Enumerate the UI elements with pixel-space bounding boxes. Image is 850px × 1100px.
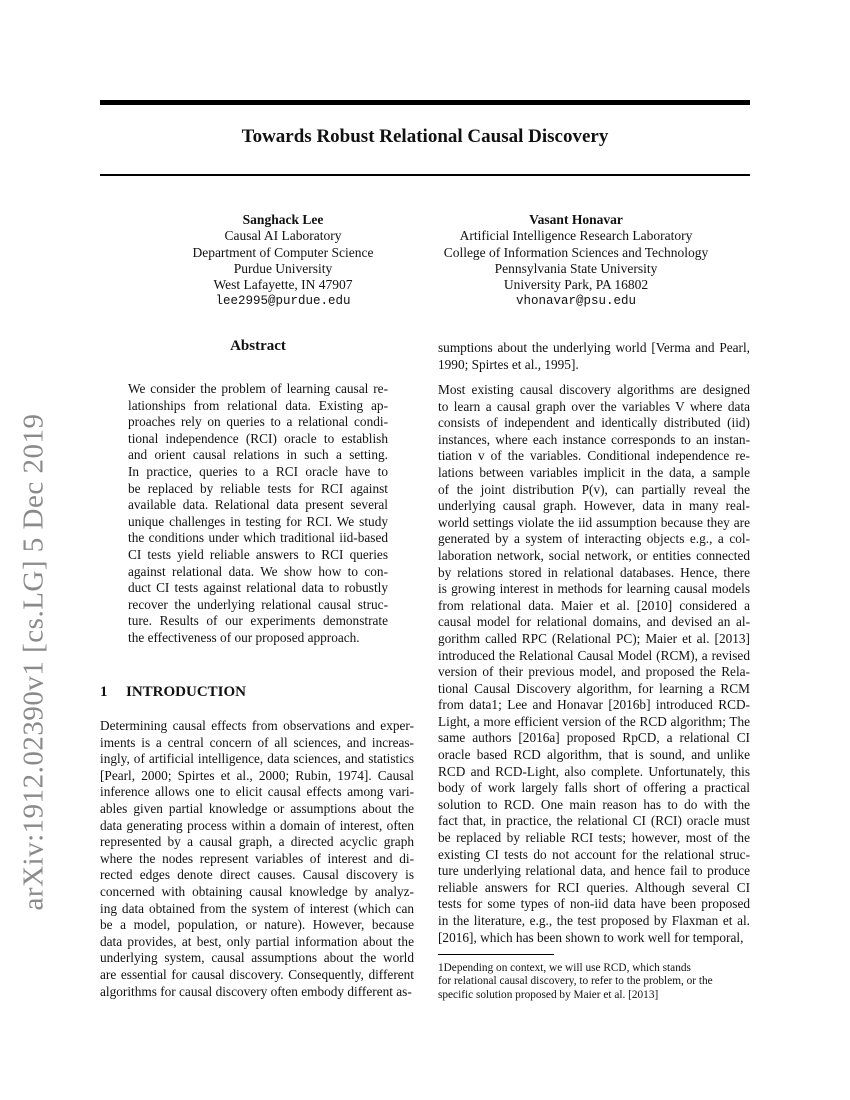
- author-email: lee2995@purdue.edu: [215, 294, 351, 309]
- text-line: represented by a causal graph, a directed acyclic graph: [100, 834, 414, 850]
- text-line: oracle based RCD algorithm, that is sound, and unlike: [438, 747, 750, 763]
- text-line: lationships from relational data. Existing ap-: [128, 397, 388, 413]
- text-line: In practice, queries to a RCI oracle have to: [128, 463, 388, 479]
- text-line: instances, where each instance corresponds to an instan-: [438, 431, 750, 447]
- text-line: fact that, in practice, the relational CI (RCI) oracle must: [438, 813, 750, 829]
- text-line: lations between variables implicit in the data, a sample: [438, 464, 750, 480]
- text-line: are essential for causal discovery. Consequently, different: [100, 966, 414, 982]
- text-line: sumptions about the underlying world [Verma and Pearl,: [438, 340, 750, 355]
- author-affiliation: Department of Computer Science: [192, 244, 374, 260]
- footnote: [438, 962, 750, 1002]
- author-affiliation: College of Information Sciences and Technology: [443, 244, 709, 260]
- text-line: same authors [2016a] proposed RpCD, a relational CI: [438, 730, 750, 746]
- text-line: Determining causal effects from observations and exper-: [100, 718, 414, 733]
- text-line: tional Causal Discovery algorithm, for learning a RCM: [438, 680, 750, 696]
- text-line: introduced the Relational Causal Model (RCM), a revised: [438, 647, 750, 663]
- text-line: ture. Results of our experiments demonstrate: [128, 613, 388, 629]
- text-line: 1Depending on context, we will use RCD, which stands: [438, 962, 691, 974]
- author-name: Sanghack Lee: [242, 212, 324, 227]
- text-line: RCD and RCD-Light, also complete. Unfortunately, this: [438, 763, 750, 779]
- section-number: 1: [100, 684, 108, 700]
- text-line: and orient causal relations in such a setting.: [128, 447, 388, 463]
- text-line: underlying system, causal assumptions about the world: [100, 950, 414, 966]
- text-line: be a model, population, or nature). However, because: [100, 917, 414, 933]
- intro-paragraph-right: [438, 382, 750, 946]
- text-line: CI tests yield reliable answers to RCI queries: [128, 546, 388, 562]
- title-rule-bottom: [100, 174, 750, 176]
- text-line: reliable answers for RCI queries. Although several CI: [438, 879, 750, 895]
- text-line: for relational causal discovery, to refer to the problem, or the: [438, 975, 713, 988]
- text-line: specific solution proposed by Maier et al. [2013]: [438, 988, 659, 1001]
- text-line: [Pearl, 2000; Spirtes et al., 2000; Rubin, 1974]. Causal: [100, 767, 414, 783]
- author-block-1: [170, 212, 396, 310]
- text-line: Most existing causal discovery algorithms are designed: [438, 382, 750, 397]
- paper-title: Towards Robust Relational Causal Discovery: [241, 126, 609, 147]
- text-line: data provides, at best, only partial information about the: [100, 933, 414, 949]
- text-line: world settings violate the iid assumption because they are: [438, 514, 750, 530]
- intro-paragraph-continued: [438, 340, 750, 373]
- text-line: [2016], which has been shown to work well for temporal,: [438, 929, 744, 945]
- text-line: tests for some types of non-iid data have been proposed: [438, 896, 750, 912]
- text-line: ing data obtained from the system of interest (which can: [100, 900, 414, 916]
- text-line: against relational data. We show how to con-: [128, 563, 388, 579]
- text-line: the effectiveness of our proposed approach.: [128, 629, 360, 645]
- author-affiliation: Purdue University: [233, 260, 333, 276]
- text-line: unique challenges in testing for RCI. We study: [128, 513, 388, 529]
- abstract-body: [128, 381, 388, 647]
- text-line: from data1; Lee and Honavar [2016b] introduced RCD-: [438, 697, 750, 713]
- section-heading: [100, 684, 246, 701]
- text-line: in the literature, e.g., the test proposed by Flaxman et al.: [438, 913, 750, 928]
- title-rule-top: [100, 100, 750, 105]
- text-line: ture underlying relational data, and hence fail to produce: [438, 863, 750, 879]
- text-line: recover the underlying relational causal struc-: [128, 596, 388, 612]
- author-affiliation: Pennsylvania State University: [494, 260, 658, 276]
- text-line: be replaced by reliable tests for RCI against: [128, 480, 388, 496]
- text-line: We consider the problem of learning causal re-: [128, 381, 388, 396]
- text-line: ables given partial knowledge or assumptions about the: [100, 800, 414, 816]
- text-line: to learn a causal graph over the variables V where data: [438, 398, 750, 414]
- text-line: is growing interest in methods for learning causal models: [438, 581, 750, 597]
- text-line: by relations stored in relational databases. Hence, there: [438, 564, 750, 580]
- text-line: gorithm called RPC (Relational PC); Maier et al. [2013]: [438, 630, 750, 646]
- text-line: rected edges denote direct causes. Causal discovery is: [100, 867, 414, 883]
- text-line: duct CI tests against relational data to robustly: [128, 580, 388, 596]
- text-line: existing CI tests do not account for the relational struc-: [438, 846, 750, 862]
- abstract-heading: Abstract: [230, 338, 286, 354]
- text-line: from relational data. Maier et al. [2010] considered a: [438, 597, 750, 613]
- author-affiliation: Causal AI Laboratory: [224, 228, 342, 244]
- text-line: be replaced by reliable RCI tests; however, most of the: [438, 830, 750, 846]
- text-line: of the joint distribution P(v), can partially reveal the: [438, 481, 750, 497]
- text-line: inference allows one to elicit causal effects among vari-: [100, 784, 414, 800]
- text-line: proaches rely on queries to a relational condi-: [128, 414, 388, 430]
- text-line: consists of independent and identically distributed (iid): [438, 415, 750, 431]
- text-line: concerned with obtaining causal knowledge by analyz-: [100, 883, 414, 899]
- author-affiliation: West Lafayette, IN 47907: [213, 277, 353, 293]
- text-line: laboration network, social network, or entities connected: [438, 547, 750, 563]
- text-line: ingly, of artificial intelligence, data sciences, and statistics: [100, 751, 414, 767]
- author-affiliation: Artificial Intelligence Research Laboratory: [459, 228, 693, 244]
- arxiv-stamp: arXiv:1912.02390v1 [cs.LG] 5 Dec 2019: [17, 413, 50, 911]
- text-line: tional independence (RCI) oracle to establish: [128, 430, 388, 446]
- author-name: Vasant Honavar: [529, 212, 623, 227]
- text-line: tiation v of the variables. Conditional independence re-: [438, 448, 750, 464]
- footnote-rule: [438, 954, 554, 955]
- text-line: Light, a more efficient version of the RCD algorithm; The: [438, 713, 750, 729]
- text-line: solution to RCD. One main reason has to do with the: [438, 796, 750, 812]
- text-line: iments is a central concern of all sciences, and increas-: [100, 734, 414, 750]
- author-block-2: [420, 212, 732, 310]
- text-line: body of work largely falls short of offering a practical: [438, 780, 750, 796]
- text-line: 1990; Spirtes et al., 1995].: [438, 356, 579, 372]
- author-affiliation: University Park, PA 16802: [503, 277, 649, 293]
- author-email: vhonavar@psu.edu: [515, 294, 637, 309]
- text-line: version of their previous model, and proposed the Rela-: [438, 664, 750, 680]
- text-line: data generating process within a domain of interest, often: [100, 817, 414, 833]
- text-line: algorithms for causal discovery often embody different as-: [100, 983, 412, 999]
- text-line: where the nodes represent variables of interest and di-: [100, 850, 414, 866]
- text-line: underlying causal graph. However, data in many real-: [438, 498, 750, 514]
- text-line: the conditions under which traditional iid-based: [128, 530, 388, 546]
- text-line: causal model for relational domains, and devised an al-: [438, 614, 750, 630]
- intro-paragraph-left: [100, 718, 414, 1000]
- text-line: generated by a system of interacting objects e.g., a col-: [438, 531, 750, 547]
- text-line: available data. Relational data present several: [128, 497, 388, 513]
- section-title: INTRODUCTION: [126, 684, 247, 700]
